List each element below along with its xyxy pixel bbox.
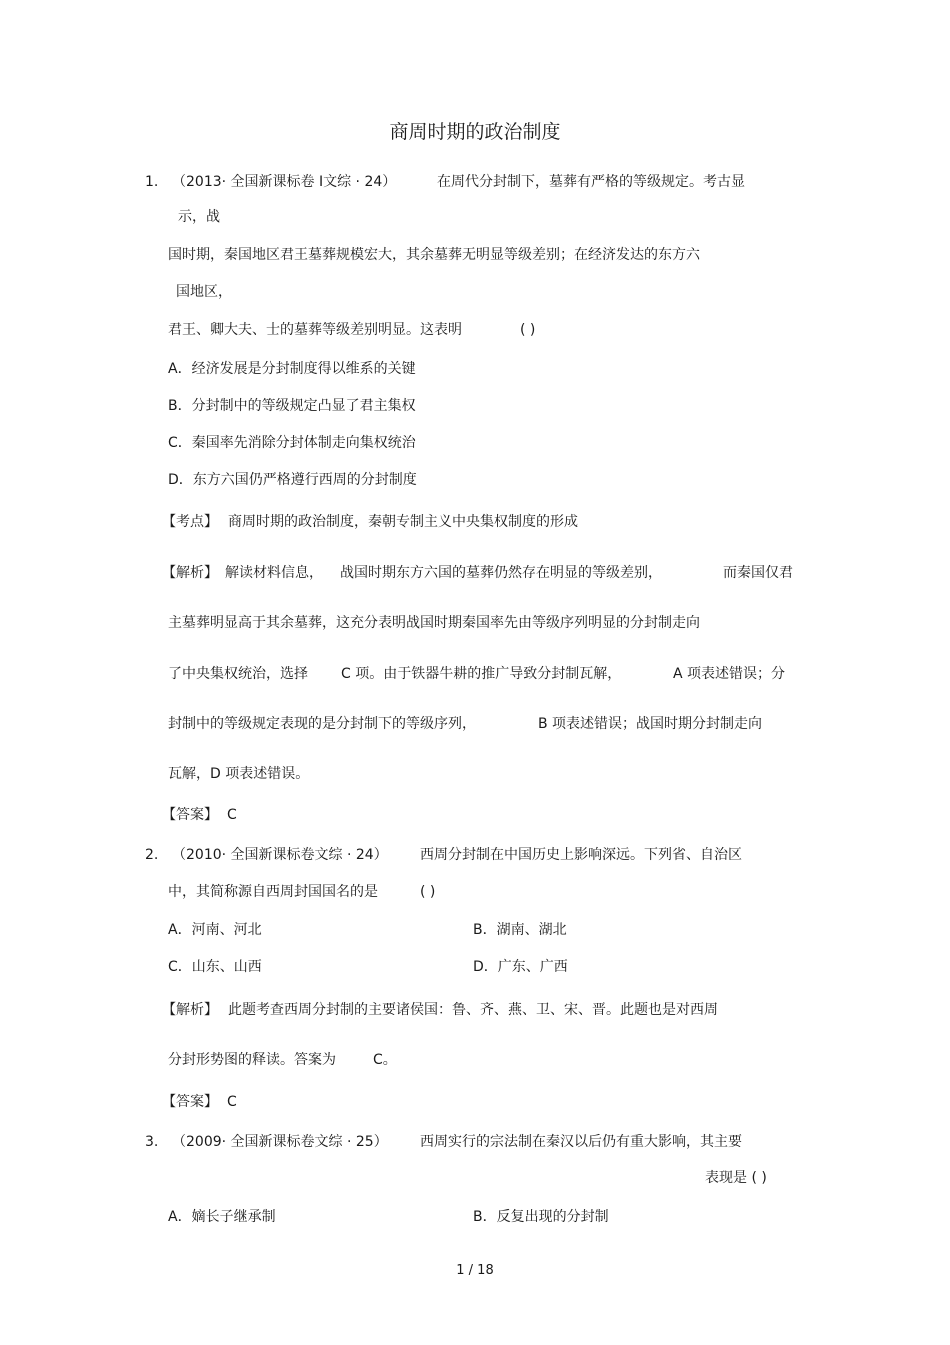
q1-stem-line-3: 国时期，秦国地区君王墓葬规模宏大，其余墓葬无明显等级差别；在经济发达的东方六 xyxy=(168,247,700,263)
q1-jiexi-line-1c: 而秦国仅君 xyxy=(723,565,793,581)
q2-option-b: B．湖南、湖北 xyxy=(473,922,567,938)
q1-stem-line-4: 国地区， xyxy=(176,284,232,300)
q1-answer: C xyxy=(227,807,237,823)
q1-jiexi-line-3c: A 项表述错误；分 xyxy=(673,666,786,682)
q2-jiexi-label: 【解析】 xyxy=(162,1002,218,1018)
q1-jiexi-line-3a: 了中央集权统治，选择 xyxy=(168,666,308,682)
q3-source: （2009· 全国新课标卷文综 · 25） xyxy=(172,1134,388,1150)
q1-jiexi-line-4b: B 项表述错误；战国时期分封制走向 xyxy=(538,716,763,732)
q2-jiexi-line-2a: 分封形势图的释读。答案为 xyxy=(168,1052,336,1068)
page-title: 商周时期的政治制度 xyxy=(389,121,561,143)
q1-jiexi-line-1a: 解读材料信息， xyxy=(225,565,323,581)
q2-answer-label: 【答案】 xyxy=(162,1094,218,1110)
q2-jiexi-line-1: 此题考查西周分封制的主要诸侯国：鲁、齐、燕、卫、宋、晋。此题也是对西周 xyxy=(228,1002,718,1018)
q1-kaodian-text: 商周时期的政治制度，秦朝专制主义中央集权制度的形成 xyxy=(228,514,578,530)
q2-option-a: A．河南、河北 xyxy=(168,922,262,938)
q1-jiexi-label: 【解析】 xyxy=(162,565,218,581)
q1-option-d: D．东方六国仍严格遵行西周的分封制度 xyxy=(168,472,417,488)
q1-number: 1. xyxy=(145,174,159,190)
q1-jiexi-line-2: 主墓葬明显高于其余墓葬，这充分表明战国时期秦国率先由等级序列明显的分封制走向 xyxy=(168,615,700,631)
q2-option-d: D．广东、广西 xyxy=(473,959,568,975)
q2-source: （2010· 全国新课标卷文综 · 24） xyxy=(172,847,388,863)
q2-stem-line-1: 西周分封制在中国历史上影响深远。下列省、自治区 xyxy=(420,847,742,863)
q3-stem-line-1: 西周实行的宗法制在秦汉以后仍有重大影响，其主要 xyxy=(420,1134,742,1150)
q1-jiexi-line-5: 瓦解，D 项表述错误。 xyxy=(168,766,310,782)
q1-option-c: C．秦国率先消除分封体制走向集权统治 xyxy=(168,435,416,451)
q3-option-a: A．嫡长子继承制 xyxy=(168,1209,276,1225)
q2-number: 2. xyxy=(145,847,159,863)
q3-number: 3. xyxy=(145,1134,159,1150)
q1-kaodian-label: 【考点】 xyxy=(162,514,218,530)
q1-option-b: B．分封制中的等级规定凸显了君主集权 xyxy=(168,398,416,414)
q1-stem-line-1: 在周代分封制下，墓葬有严格的等级规定。考古显 xyxy=(437,174,745,190)
q1-stem-line-2: 示，战 xyxy=(178,209,220,225)
q1-jiexi-line-1b: 战国时期东方六国的墓葬仍然存在明显的等级差别， xyxy=(340,565,662,581)
q2-jiexi-line-2b: C。 xyxy=(373,1052,397,1068)
q2-answer: C xyxy=(227,1094,237,1110)
q2-stem-line-2: 中，其简称源自西周封国国名的是 xyxy=(168,884,378,900)
q3-stem-line-2: 表现是 ( ) xyxy=(705,1170,767,1186)
q1-answer-blank: ( ) xyxy=(520,322,536,338)
q2-option-c: C．山东、山西 xyxy=(168,959,262,975)
q1-option-a: A．经济发展是分封制度得以维系的关键 xyxy=(168,361,416,377)
q1-answer-label: 【答案】 xyxy=(162,807,218,823)
page-number: 1 / 18 xyxy=(456,1263,494,1278)
q1-jiexi-line-3b: C 项。由于铁器牛耕的推广导致分封制瓦解， xyxy=(341,666,622,682)
q3-option-b: B．反复出现的分封制 xyxy=(473,1209,609,1225)
q1-jiexi-line-4a: 封制中的等级规定表现的是分封制下的等级序列， xyxy=(168,716,476,732)
q1-stem-line-5: 君王、卿大夫、士的墓葬等级差别明显。这表明 xyxy=(168,322,462,338)
q1-source: （2013· 全国新课标卷 Ⅰ文综 · 24） xyxy=(172,174,397,190)
q2-answer-blank: ( ) xyxy=(420,884,436,900)
